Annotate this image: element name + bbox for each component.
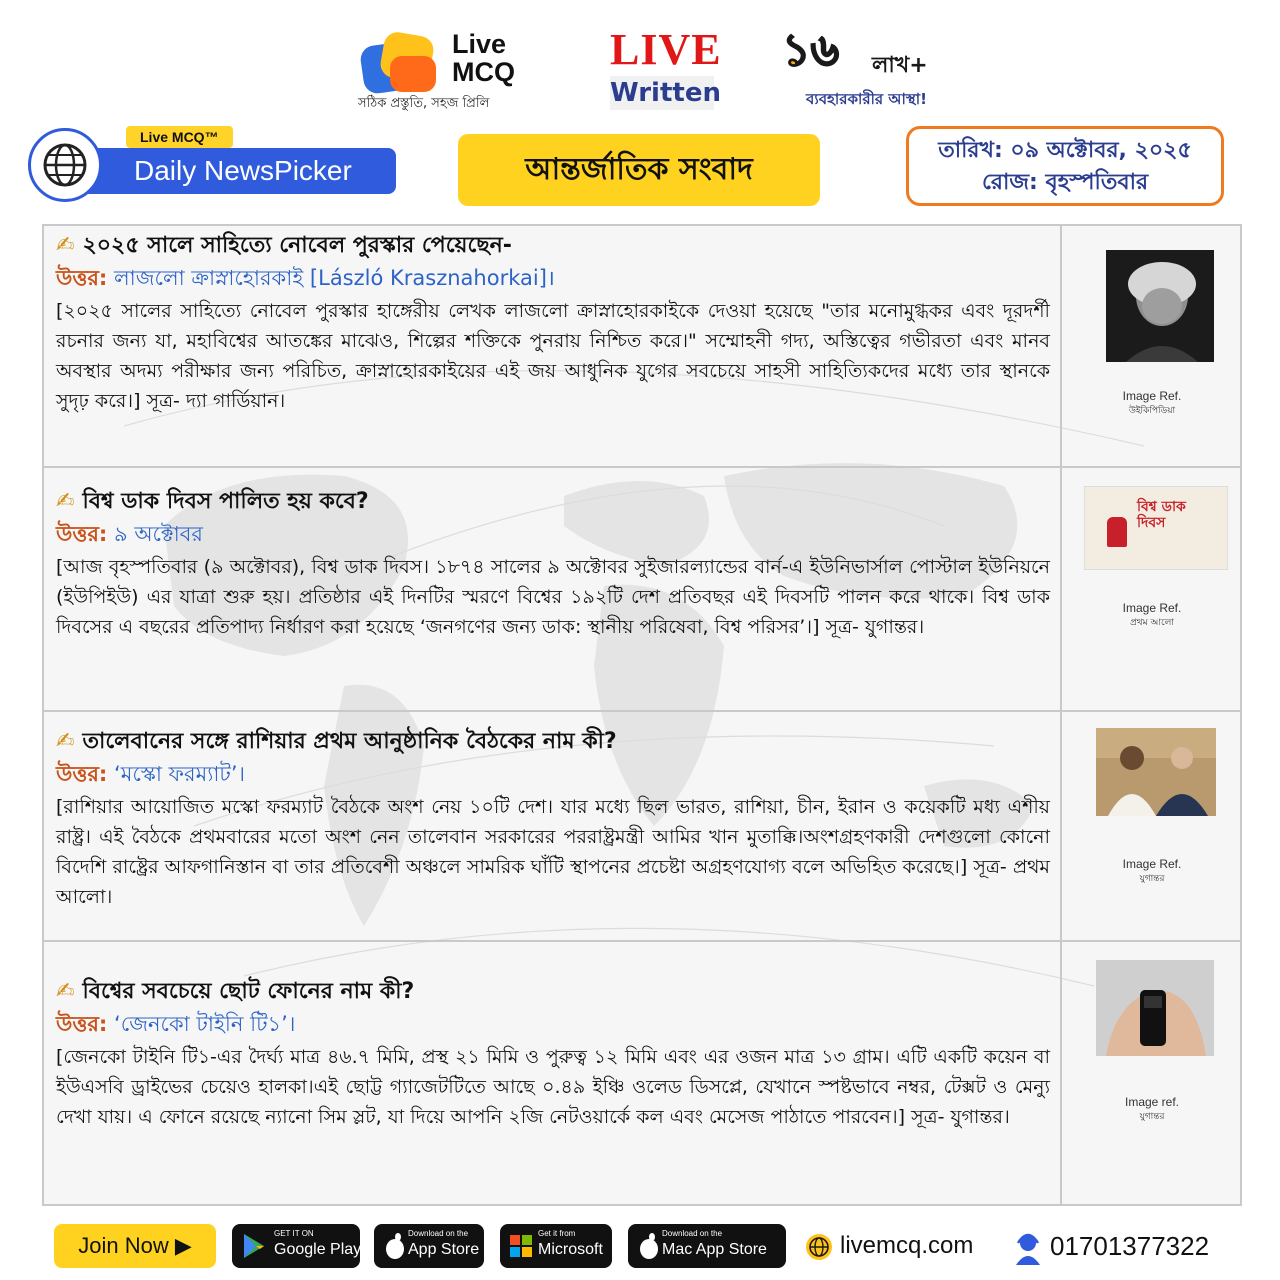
news-row [44,468,1240,712]
question-text: তালেবানের সঙ্গে রাশিয়ার প্রথম আনুষ্ঠানিক বৈঠকের নাম কী? [82,729,617,754]
description: [রাশিয়ার আয়োজিত মস্কো ফরম্যাট বৈঠকে অংশ নেয় ১০টি দেশ। যার মধ্যে ছিল ভারত, রাশিয়া, চীন, ইরান ও কয়েকটি মধ্য এশীয় রাষ্ট্র। এই বৈঠকে প্রথমবারের মতো অংশ নেন তালেবান সরকারের পররাষ্ট্রমন্ত্রী আমির খান মুতাক্কি।অংশগ্রহণকারী দেশগুলো কোনো বিদেশি রাষ্ট্রের আফগানিস্তান বা তার প্রতিবেশী অঞ্চলে সামরিক ঘাঁটি স্থাপনের প্রচেষ্টা অগ্রহণযোগ্য বলে অভিহিত করেছে।] সূত্র- প্রথম আলো। [56,796,1050,908]
join-now-label: Join Now [78,1233,169,1258]
mac-app-store-button[interactable] [628,1224,786,1268]
badge-title-bar [74,148,396,194]
writing-hand-icon: ✍ [56,233,75,258]
world-post-day-poster-image [1084,486,1228,570]
web-globe-icon [804,1232,834,1262]
news-row [44,942,1240,1204]
question [56,726,1050,758]
answer [56,758,1050,790]
writing-hand-icon: ✍ [56,729,75,754]
website-link[interactable] [804,1226,973,1266]
logo-mark-orange [390,56,436,92]
answer-text: ৯ অক্টোবর [114,522,203,546]
column-divider [1060,712,1062,940]
question [56,486,1050,518]
image-ref-source: উইকিপিডিয়া [1128,406,1176,416]
question [56,976,1050,1008]
google-play-small: GET IT ON [274,1229,314,1238]
microsoft-big: Microsoft [538,1241,603,1258]
day-line: রোজ: বৃহস্পতিবার [981,170,1149,195]
date-box [906,126,1224,206]
logo-wordmark: Live MCQ [452,29,515,87]
description: [আজ বৃহস্পতিবার (৯ অক্টোবর), বিশ্ব ডাক দিবস। ১৮৭৪ সালের ৯ অক্টোবর সুইজারল্যান্ডের বার্ন-এ ইউনিভার্সাল পোস্টাল ইউনিয়নে (ইউপিইউ) এর যাত্রা শুরু হয়। প্রতিষ্ঠার এই দিনটির স্মরণে বিশ্বের ১৯২টি দেশ প্রতিবছর এই দিবসটি পালন করে থাকে। বিশ্ব ডাক দিবসের এ বছরের প্রতিপাদ্য নির্ধারণ করা হয়েছে ‘জনগণের জন্য ডাক: স্থানীয় পরিষেবা, বিশ্ব পরিসর’।] সূত্র- যুগান্তর। [56,556,1050,638]
news-content [56,472,1050,642]
image-ref-source: যুগান্তর [1139,1112,1165,1122]
answer-text: ‘জেনকো টাইনি টি১’। [114,1012,296,1036]
phone-contact[interactable] [1012,1226,1209,1266]
question-text: ২০২৫ সালে সাহিত্যে নোবেল পুরস্কার পেয়েছেন- [82,233,512,258]
user-count-number: ১৬ [782,25,840,76]
writing-hand-icon: ✍ [56,979,75,1004]
news-table [42,224,1242,1206]
column-divider [1060,226,1062,466]
support-agent-icon [1012,1231,1044,1265]
news-row [44,712,1240,942]
image-ref-label: Image ref. [1124,1095,1180,1109]
column-divider [1060,468,1062,710]
answer [56,262,1050,294]
poster-title: বিশ্ব ডাক দিবস [1137,499,1186,531]
news-content [56,230,1050,416]
image-reference [1062,388,1242,418]
answer-label: উত্তর: [56,522,108,546]
microsoft-store-button[interactable] [500,1224,612,1268]
badge-livemcq-label: Live MCQ™ [126,126,233,148]
answer-text: ‘মস্কো ফরম্যাট’। [114,762,246,786]
written-text: Written [610,78,721,108]
news-row [44,226,1240,468]
app-store-button[interactable] [374,1224,484,1268]
user-count-badge [782,26,962,116]
question [56,230,1050,262]
image-reference [1062,856,1242,886]
writing-hand-icon: ✍ [56,489,75,514]
meeting-photo-image [1096,728,1216,816]
microsoft-small: Get it from [538,1229,576,1238]
apple-icon [384,1233,406,1259]
image-reference [1062,600,1242,630]
live-written-logo [610,25,722,118]
user-count-suffix: লাখ+ [872,53,928,78]
globe-icon [28,128,102,202]
column-divider [1060,942,1062,1204]
live-text: LIVE [610,25,722,74]
image-reference [1062,1094,1242,1124]
author-portrait-image [1106,250,1214,362]
play-arrow-icon: ▶ [174,1233,192,1258]
google-play-big: Google Play [274,1241,362,1258]
news-content [56,946,1050,1132]
news-content [56,716,1050,912]
user-trust-text: ব্যবহারকারীর আস্থা! [806,90,928,108]
category-title: আন্তর্জাতিক সংবাদ [458,134,820,206]
app-store-big: App Store [408,1241,480,1258]
phone-text: 01701377322 [1050,1231,1210,1261]
answer-label: উত্তর: [56,762,108,786]
description: [২০২৫ সালের সাহিত্যে নোবেল পুরস্কার হাঙ্গেরীয় লেখক লাজলো ক্রাস্নাহোরকাইকে দেওয়া হয়েছে "তার মনোমুগ্ধকর এবং দূরদর্শী রচনার জন্য যা, মহাবিশ্বের আতঙ্কের মাঝেও, শিল্পের শক্তিকে পুনরায় নিশ্চিত করে।" সম্মোহনী গদ্য, অস্তিত্বের গভীরতা এবং মানব অবস্থার অদম্য পরীক্ষার জন্য পরিচিত, ক্রাস্নাহোরকাইয়ের এই জয় আধুনিক যুগের সবচেয়ে সাহসী সাহিত্যিকদের মধ্যে তার স্থানকে সুদৃঢ় করে।] সূত্র- দ্যা গার্ডিয়ান। [56,300,1050,412]
mac-app-store-big: Mac App Store [662,1241,767,1258]
app-store-small: Download on the [408,1229,469,1238]
image-ref-label: Image Ref. [1122,857,1182,871]
join-now-button[interactable] [54,1224,216,1268]
description: [জেনকো টাইনি টি১-এর দৈর্ঘ্য মাত্র ৪৬.৭ মিমি, প্রস্থ ২১ মিমি ও পুরুত্ব ১২ মিমি এবং এর ওজন মাত্র ১৩ গ্রাম। এটি একটি কয়েন বা ইউএসবি ড্রাইভের চেয়েও হালকা।এই ছোট্ট গ্যাজেটটিতে আছে ০.৪৯ ইঞ্চি ওলেড ডিসপ্লে, যেখানে স্পষ্টভাবে নম্বর, টেক্সট ও মেন্যু দেখা যায়। এ ফোনে রয়েছে ন্যানো সিম স্লট, যা দিয়ে আপনি ২জি নেটওয়ার্কে কল এবং মেসেজ পাঠাতে পারবেন।] সূত্র- যুগান্তর। [56,1046,1050,1128]
google-play-icon [242,1233,266,1259]
answer-label: উত্তর: [56,266,108,290]
daily-newspicker-badge [28,126,400,206]
image-ref-label: Image Ref. [1122,601,1182,615]
answer-text: লাজলো ক্রাস্নাহোরকাই [László Krasznahorkai]। [114,266,555,290]
tiny-phone-image [1096,960,1214,1056]
image-ref-source: প্রথম আলো [1130,618,1174,628]
answer [56,1008,1050,1040]
livemcq-logo [358,30,548,120]
website-text: livemcq.com [840,1232,974,1259]
badge-title: Daily NewsPicker [134,155,352,186]
logo-tagline: সঠিক প্রস্তুতি, সহজ প্রিলি [358,96,490,111]
mac-app-store-small: Download on the [662,1229,723,1238]
apple-icon [638,1233,660,1259]
image-ref-source: যুগান্তর [1139,874,1165,884]
google-play-button[interactable] [232,1224,360,1268]
answer [56,518,1050,550]
question-text: বিশ্বের সবচেয়ে ছোট ফোনের নাম কী? [82,979,415,1004]
mailbox-icon [1107,517,1127,547]
microsoft-icon [510,1235,532,1257]
date-line: তারিখ: ০৯ অক্টোবর, ২০২৫ [938,138,1192,163]
answer-label: উত্তর: [56,1012,108,1036]
image-ref-label: Image Ref. [1122,389,1182,403]
question-text: বিশ্ব ডাক দিবস পালিত হয় কবে? [82,489,369,514]
